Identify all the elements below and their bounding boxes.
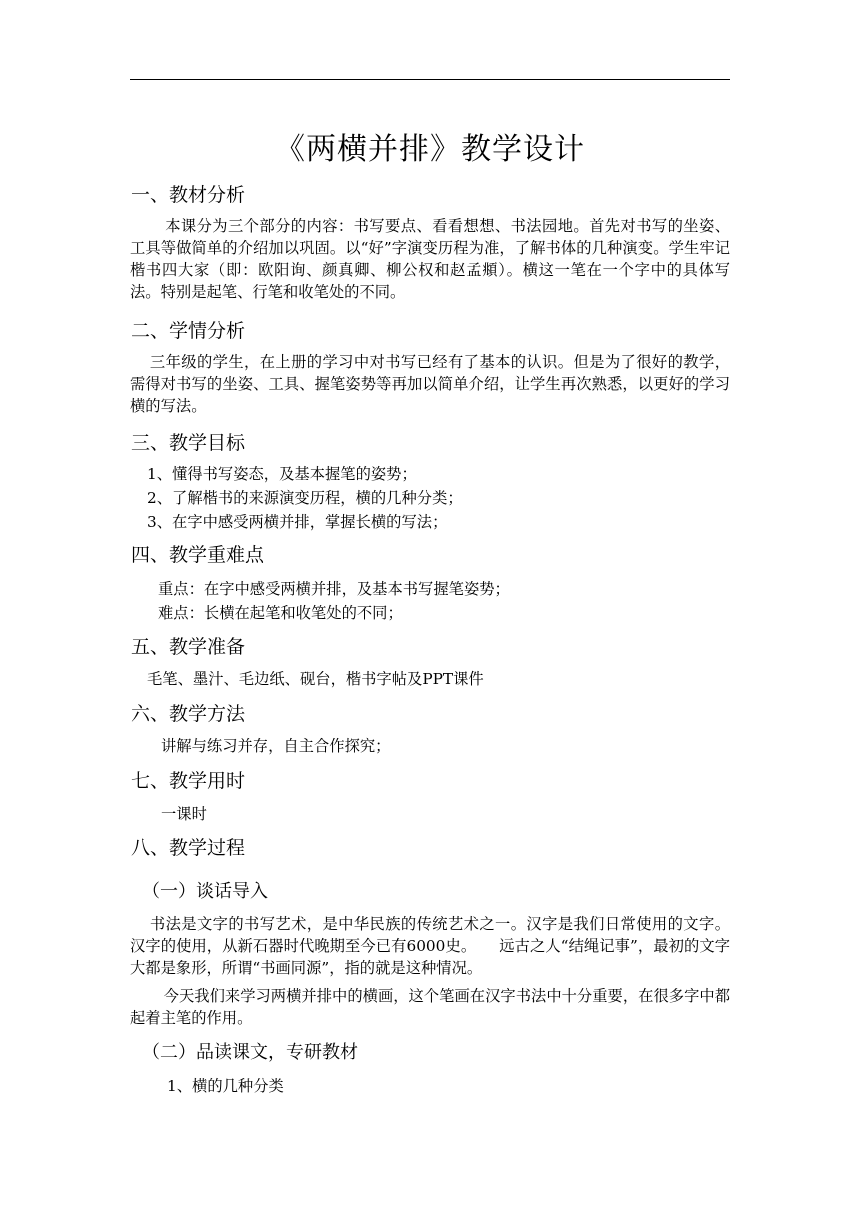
section-heading-6: 六、教学方法 [131, 703, 246, 725]
classification-item-1: 1、横的几种分类 [167, 1077, 284, 1095]
page-title: 《两横并排》教学设计 [275, 132, 585, 167]
header-rule [130, 79, 730, 80]
section-2-paragraph: 三年级的学生，在上册的学习中对书写已经有了基本的认识。但是为了很好的教学，需得对书写的坐姿、工具、握笔姿势等再加以简单介绍，让学生再次熟悉，以更好的学习横的写法。 [130, 353, 730, 415]
section-heading-2: 二、学情分析 [131, 320, 246, 342]
intro-paragraph-1: 书法是文字的书写艺术，是中华民族的传统艺术之一。汉字是我们日常使用的文字。汉字的使用，从新石器时代晚期至今已有6000史。 远古之人“结绳记事”，最初的文字大都是象形，所谓“书画同源”，指的就是这种情况。 [130, 915, 730, 977]
method-text: 讲解与练习并存，自主合作探究； [161, 737, 391, 755]
section-heading-8: 八、教学过程 [131, 837, 246, 859]
objective-item-1: 1、懂得书写姿态，及基本握笔的姿势； [147, 465, 417, 483]
objective-item-2: 2、了解楷书的来源演变历程，横的几种分类； [147, 489, 463, 507]
preparation-text: 毛笔、墨汁、毛边纸、砚台，楷书字帖及PPT课件 [147, 670, 484, 688]
section-heading-3: 三、教学目标 [131, 432, 246, 454]
subsection-heading-2: （二）品读课文，专研教材 [142, 1042, 358, 1063]
subsection-heading-1: （一）谈话导入 [142, 881, 268, 902]
section-1-paragraph: 本课分为三个部分的内容：书写要点、看看想想、书法园地。首先对书写的坐姿、工具等做简单的介绍加以巩固。以“好”字演变历程为准，了解书体的几种演变。学生牢记楷书四大家（即：欧阳询、颜真卿、柳公权和赵孟頫）。横这一笔在一个字中的具体写法。特别是起笔、行笔和收笔处的不同。 [130, 217, 730, 301]
difficult-point: 难点：长横在起笔和收笔处的不同； [158, 604, 403, 622]
key-point: 重点：在字中感受两横并排，及基本书写握笔姿势； [158, 580, 510, 598]
intro-paragraph-2: 今天我们来学习两横并排中的横画，这个笔画在汉字书法中十分重要，在很多字中都起着主笔的作用。 [130, 987, 730, 1027]
section-heading-1: 一、教材分析 [131, 184, 246, 206]
duration-text: 一课时 [161, 805, 207, 823]
section-heading-4: 四、教学重难点 [131, 544, 265, 566]
objective-item-3: 3、在字中感受两横并排，掌握长横的写法； [147, 513, 448, 531]
section-heading-7: 七、教学用时 [131, 770, 246, 792]
section-heading-5: 五、教学准备 [131, 636, 246, 658]
